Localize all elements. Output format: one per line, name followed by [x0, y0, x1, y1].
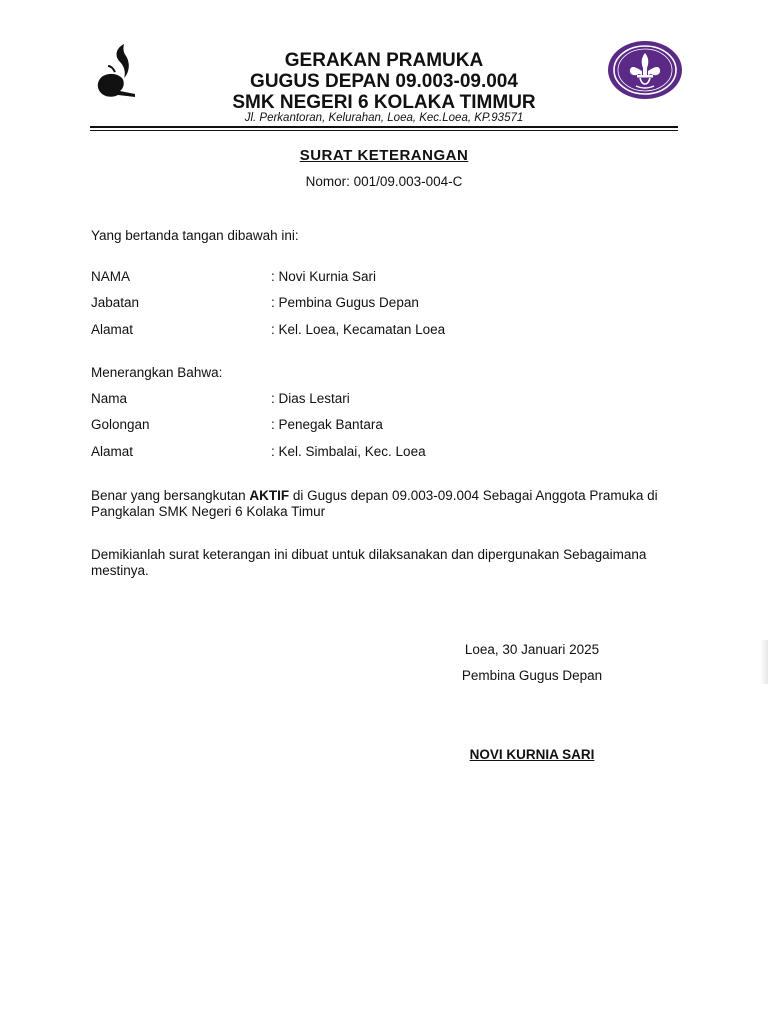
statement-active-status: AKTIF: [249, 488, 290, 503]
subject-address-value: : Kel. Simbalai, Kec. Loea: [271, 444, 426, 459]
signer-name-label: NAMA: [91, 269, 131, 284]
document-title: SURAT KETERANGAN: [299, 147, 469, 164]
subject-class-label: Golongan: [91, 417, 150, 432]
signer-name-value: : Novi Kurnia Sari: [271, 269, 377, 284]
signer-signature-name: NOVI KURNIA SARI: [469, 747, 595, 762]
place-date: Loea, 30 Januari 2025: [464, 642, 600, 657]
letterhead-divider-thin: [90, 130, 678, 131]
scroll-indicator[interactable]: [760, 640, 768, 684]
scout-fleur-de-lis-icon: [606, 39, 684, 101]
closing-paragraph: Demikianlah surat keterangan ini dibuat untuk dilaksanakan dan dipergunakan Sebagaimana mestinya.: [91, 547, 647, 578]
subject-class-value: : Penegak Bantara: [271, 417, 383, 432]
statement-post: di Gugus depan 09.003-09.004 Sebagai Anggota Pramuka di Pangkalan SMK Negeri 6 Kolaka Timur: [91, 488, 658, 519]
declare-text: Menerangkan Bahwa:: [91, 365, 223, 380]
school-name: SMK NEGERI 6 KOLAKA TIMMUR: [232, 92, 536, 113]
signer-position-label: Jabatan: [91, 295, 140, 310]
subject-name-value: : Dias Lestari: [271, 391, 350, 406]
signer-address-label: Alamat: [91, 322, 134, 337]
statement-pre: Benar yang bersangkutan: [91, 488, 250, 503]
signer-position: Pembina Gugus Depan: [461, 668, 603, 683]
signer-position-value: : Pembina Gugus Depan: [271, 295, 419, 310]
signer-address-value: : Kel. Loea, Kecamatan Loea: [271, 322, 446, 337]
document-number: Nomor: 001/09.003-004-C: [305, 174, 463, 189]
statement-paragraph: [91, 488, 671, 520]
intro-text: Yang bertanda tangan dibawah ini:: [91, 228, 299, 243]
letterhead-divider: [90, 126, 678, 128]
subject-address-label: Alamat: [91, 444, 134, 459]
tunas-kelapa-icon: [94, 42, 138, 100]
header-address: Jl. Perkantoran, Kelurahan, Loea, Kec.Loea, KP.93571: [244, 112, 524, 124]
subject-name-label: Nama: [91, 391, 128, 406]
org-name: GERAKAN PRAMUKA: [284, 50, 484, 71]
unit-name: GUGUS DEPAN 09.003-09.004: [250, 71, 518, 92]
